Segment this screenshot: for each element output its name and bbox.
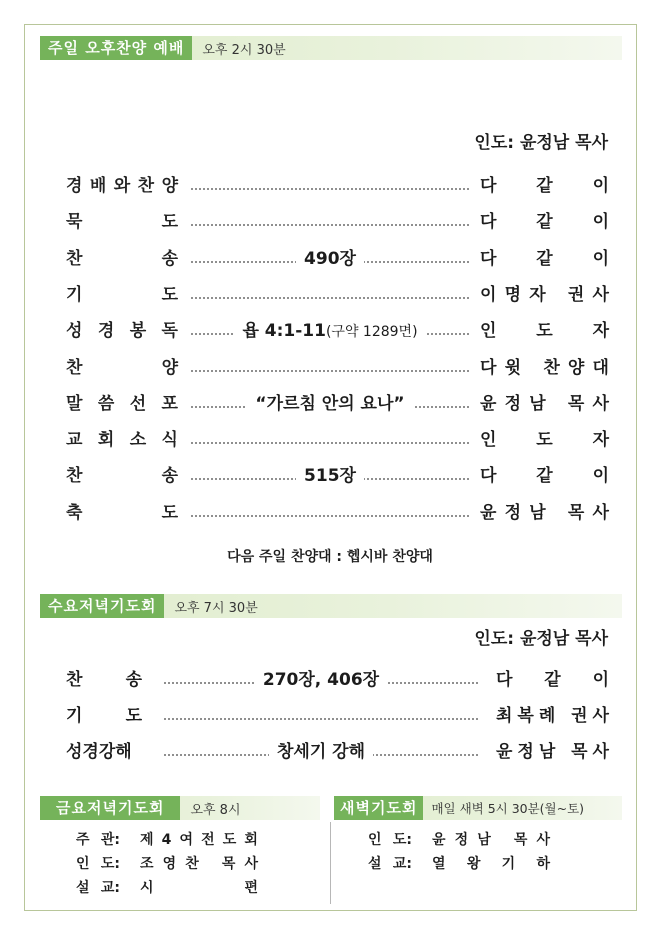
person-char: 이 (592, 466, 609, 487)
order-item-person (480, 210, 609, 234)
label-char: 찬 (137, 176, 155, 196)
order-row (66, 356, 609, 380)
friday-service-header (40, 796, 320, 820)
person-char: 찬 (543, 357, 560, 378)
detail-value (140, 854, 258, 874)
order-item-label (66, 392, 178, 416)
label-char: 축 (66, 502, 83, 523)
order-item-label (66, 704, 142, 728)
person-char: 사 (592, 502, 609, 523)
person-char: 윤 (480, 502, 497, 523)
detail-value (140, 830, 258, 850)
label-char: 경 (97, 321, 115, 342)
person-char: 목 (567, 502, 585, 523)
order-item-person (496, 704, 609, 728)
order-item-detail: “가르침 안의 요나” (191, 392, 469, 416)
order-row (66, 501, 609, 525)
value-char: 여 (179, 832, 194, 848)
order-row (66, 247, 609, 271)
person-char: 사 (592, 284, 609, 305)
afternoon-service-title: 주일 오후찬양 예배 (40, 36, 192, 60)
dotted-leader-line (191, 515, 469, 517)
detail-row (368, 830, 550, 850)
detail-key (368, 830, 412, 850)
person-char: 같 (544, 670, 561, 690)
detail-value (432, 830, 550, 850)
order-item-person (480, 174, 609, 198)
key-char: 교: (100, 880, 120, 896)
friday-service-time: 오후 8시 (190, 802, 241, 818)
order-item-label (66, 319, 178, 343)
wednesday-service-time: 오후 7시 30분 (174, 600, 258, 616)
person-char (554, 501, 560, 525)
label-char: 배 (89, 176, 107, 196)
key-char: 관: (100, 832, 120, 848)
label-char: 송 (161, 248, 178, 269)
label-char: 말 (66, 393, 83, 414)
label-char: 선 (129, 393, 147, 414)
label-char: 양 (161, 357, 178, 378)
person-char: 같 (536, 466, 553, 487)
order-item-label (66, 428, 178, 452)
label-char: 기 (66, 284, 83, 305)
person-char: 윤 (496, 742, 513, 762)
order-item-label (66, 356, 178, 380)
value-char: 사 (536, 832, 550, 848)
person-char: 대 (592, 357, 609, 378)
person-char: 윗 (504, 357, 522, 378)
person-char: 이 (592, 248, 609, 269)
order-item-detail: 515장 (191, 464, 469, 488)
label-char: 찬 (66, 670, 83, 690)
detail-key (368, 854, 412, 874)
value-char: 남 (477, 832, 491, 848)
person-char (554, 392, 560, 416)
order-row (66, 392, 609, 416)
detail-value (432, 854, 550, 874)
detail-key (76, 878, 120, 898)
person-char: 다 (480, 248, 497, 269)
person-char: 윤 (480, 393, 497, 414)
order-row (66, 283, 609, 307)
order-item-person (480, 428, 609, 452)
wednesday-service-header (40, 594, 622, 618)
order-item-person (480, 283, 609, 307)
person-char (560, 740, 566, 764)
value-char: 4 (161, 832, 172, 848)
detail-row (368, 854, 550, 874)
order-item-label (66, 501, 178, 525)
person-char: 이 (592, 670, 609, 690)
dawn-service-time: 매일 새벽 5시 30분(월~토) (431, 801, 585, 816)
detail-key (76, 830, 120, 850)
order-item-person (480, 501, 609, 525)
person-char: 최 (496, 706, 513, 726)
key-char: 설 (76, 880, 90, 896)
person-char: 이 (592, 176, 609, 196)
key-char: 주 (76, 832, 90, 848)
order-item-label (66, 210, 178, 234)
value-char (500, 830, 505, 850)
label-char: 도 (161, 212, 178, 233)
detail-row (76, 878, 258, 898)
person-char: 명 (504, 284, 522, 305)
order-item-person (480, 319, 609, 343)
order-item-label (66, 464, 178, 488)
person-char (554, 283, 560, 307)
value-char: 기 (501, 856, 516, 872)
dawn-service-header (334, 796, 622, 820)
person-char: 도 (536, 321, 553, 342)
value-char: 왕 (466, 856, 481, 872)
dotted-leader-line (191, 370, 469, 372)
label-char: 성경강해 (66, 742, 132, 762)
afternoon-service-header (40, 36, 622, 60)
label-char: 도 (161, 284, 178, 305)
dotted-leader-line (191, 224, 469, 226)
person-char: 다 (480, 176, 497, 196)
person-char: 례 (538, 706, 556, 726)
order-item-label (66, 247, 178, 271)
person-char: 정 (504, 393, 522, 414)
key-char: 인 (368, 832, 382, 848)
order-item-label (66, 283, 178, 307)
order-item-detail: 270장, 406장 (164, 668, 478, 692)
key-char: 인 (76, 856, 90, 872)
label-char: 도 (125, 706, 142, 726)
person-char (529, 356, 535, 380)
label-char: 성 (66, 321, 83, 342)
person-char: 다 (480, 212, 497, 233)
person-char: 남 (529, 502, 546, 523)
label-char: 경 (66, 176, 83, 196)
order-item-person (496, 668, 609, 692)
order-row (66, 704, 609, 728)
person-char: 다 (480, 466, 497, 487)
order-item-label (66, 740, 142, 764)
dotted-leader-line (191, 297, 469, 299)
value-char: 편 (244, 880, 258, 896)
value-char: 열 (432, 856, 446, 872)
label-char: 찬 (66, 248, 83, 269)
person-char: 남 (538, 742, 556, 762)
label-char: 송 (125, 670, 142, 690)
value-char: 영 (162, 856, 177, 872)
order-item-person (480, 356, 609, 380)
order-item-label (66, 668, 142, 692)
order-item-person (496, 740, 609, 764)
value-char: 하 (536, 856, 550, 872)
order-item-detail: 창세기 강해 (164, 740, 478, 764)
order-row (66, 464, 609, 488)
key-char: 교: (392, 856, 412, 872)
afternoon-leader: 인도: 윤정남 목사 (474, 133, 608, 153)
label-char: 독 (161, 321, 178, 342)
dawn-service-title: 새벽기도회 (334, 796, 423, 820)
label-char: 회 (97, 430, 115, 451)
wednesday-service-title: 수요저녁기도회 (40, 594, 164, 618)
value-char: 시 (140, 880, 154, 896)
person-char: 정 (517, 742, 534, 762)
key-char: 도: (392, 832, 412, 848)
person-char: 정 (504, 502, 522, 523)
person-char: 사 (592, 742, 609, 762)
value-char: 조 (140, 856, 154, 872)
value-char: 전 (201, 832, 215, 848)
order-item-label (66, 174, 178, 198)
next-week-choir: 다음 주일 찬양대 : 헵시바 찬양대 (227, 549, 433, 565)
person-char: 같 (536, 176, 553, 196)
person-char: 자 (592, 430, 609, 451)
order-row (66, 428, 609, 452)
person-char: 사 (592, 706, 609, 726)
person-char: 사 (592, 393, 609, 414)
label-char: 도 (161, 502, 178, 523)
order-item-detail: 욥 4:1-11(구약 1289면) (191, 319, 469, 344)
order-row (66, 210, 609, 234)
label-char: 식 (161, 430, 178, 451)
detail-value (140, 878, 258, 898)
afternoon-service-time: 오후 2시 30분 (202, 42, 286, 58)
detail-key (76, 854, 120, 874)
person-char: 목 (567, 393, 585, 414)
person-char: 이 (592, 212, 609, 233)
person-char: 목 (571, 742, 588, 762)
order-row (66, 740, 609, 764)
key-char: 도: (100, 856, 120, 872)
person-char: 복 (517, 706, 534, 726)
person-char: 권 (571, 706, 588, 726)
order-row (66, 319, 609, 343)
detail-row (76, 854, 258, 874)
label-char: 포 (161, 393, 178, 414)
person-char: 다 (480, 357, 497, 378)
column-divider (330, 822, 331, 904)
value-char: 회 (244, 832, 258, 848)
person-char: 남 (529, 393, 546, 414)
person-char: 권 (567, 284, 585, 305)
wednesday-leader: 인도: 윤정남 목사 (474, 629, 608, 649)
label-char: 봉 (129, 321, 147, 342)
value-char: 윤 (432, 832, 446, 848)
value-char: 사 (244, 856, 258, 872)
order-item-detail: 490장 (191, 247, 469, 271)
person-char: 양 (567, 357, 585, 378)
order-row (66, 174, 609, 198)
order-item-person (480, 247, 609, 271)
person-char: 인 (480, 321, 497, 342)
value-char: 도 (222, 832, 237, 848)
person-char: 다 (496, 670, 513, 690)
value-char: 찬 (185, 856, 199, 872)
label-char: 와 (113, 176, 131, 196)
label-char: 씀 (97, 393, 115, 414)
person-char: 자 (529, 284, 546, 305)
person-char: 자 (592, 321, 609, 342)
person-char: 같 (536, 212, 553, 233)
label-char: 양 (161, 176, 178, 196)
label-char: 찬 (66, 357, 83, 378)
value-char: 목 (513, 832, 528, 848)
person-char: 이 (480, 284, 497, 305)
dotted-leader-line (191, 442, 469, 444)
order-item-person (480, 464, 609, 488)
value-char (208, 854, 213, 874)
label-char: 송 (161, 466, 178, 487)
order-item-person (480, 392, 609, 416)
person-char: 도 (536, 430, 553, 451)
detail-row (76, 830, 258, 850)
friday-service-title: 금요저녁기도회 (40, 796, 180, 820)
dotted-leader-line (191, 188, 469, 190)
key-char: 설 (368, 856, 382, 872)
label-char: 찬 (66, 466, 83, 487)
person-char (560, 704, 566, 728)
order-row (66, 668, 609, 692)
label-char: 기 (66, 706, 83, 726)
dotted-leader-line (164, 718, 478, 720)
value-char: 제 (140, 832, 154, 848)
label-char: 소 (129, 430, 147, 451)
label-char: 묵 (66, 212, 83, 233)
value-char: 목 (221, 856, 236, 872)
label-char: 교 (66, 430, 83, 451)
person-char: 같 (536, 248, 553, 269)
value-char: 정 (454, 832, 469, 848)
person-char: 인 (480, 430, 497, 451)
